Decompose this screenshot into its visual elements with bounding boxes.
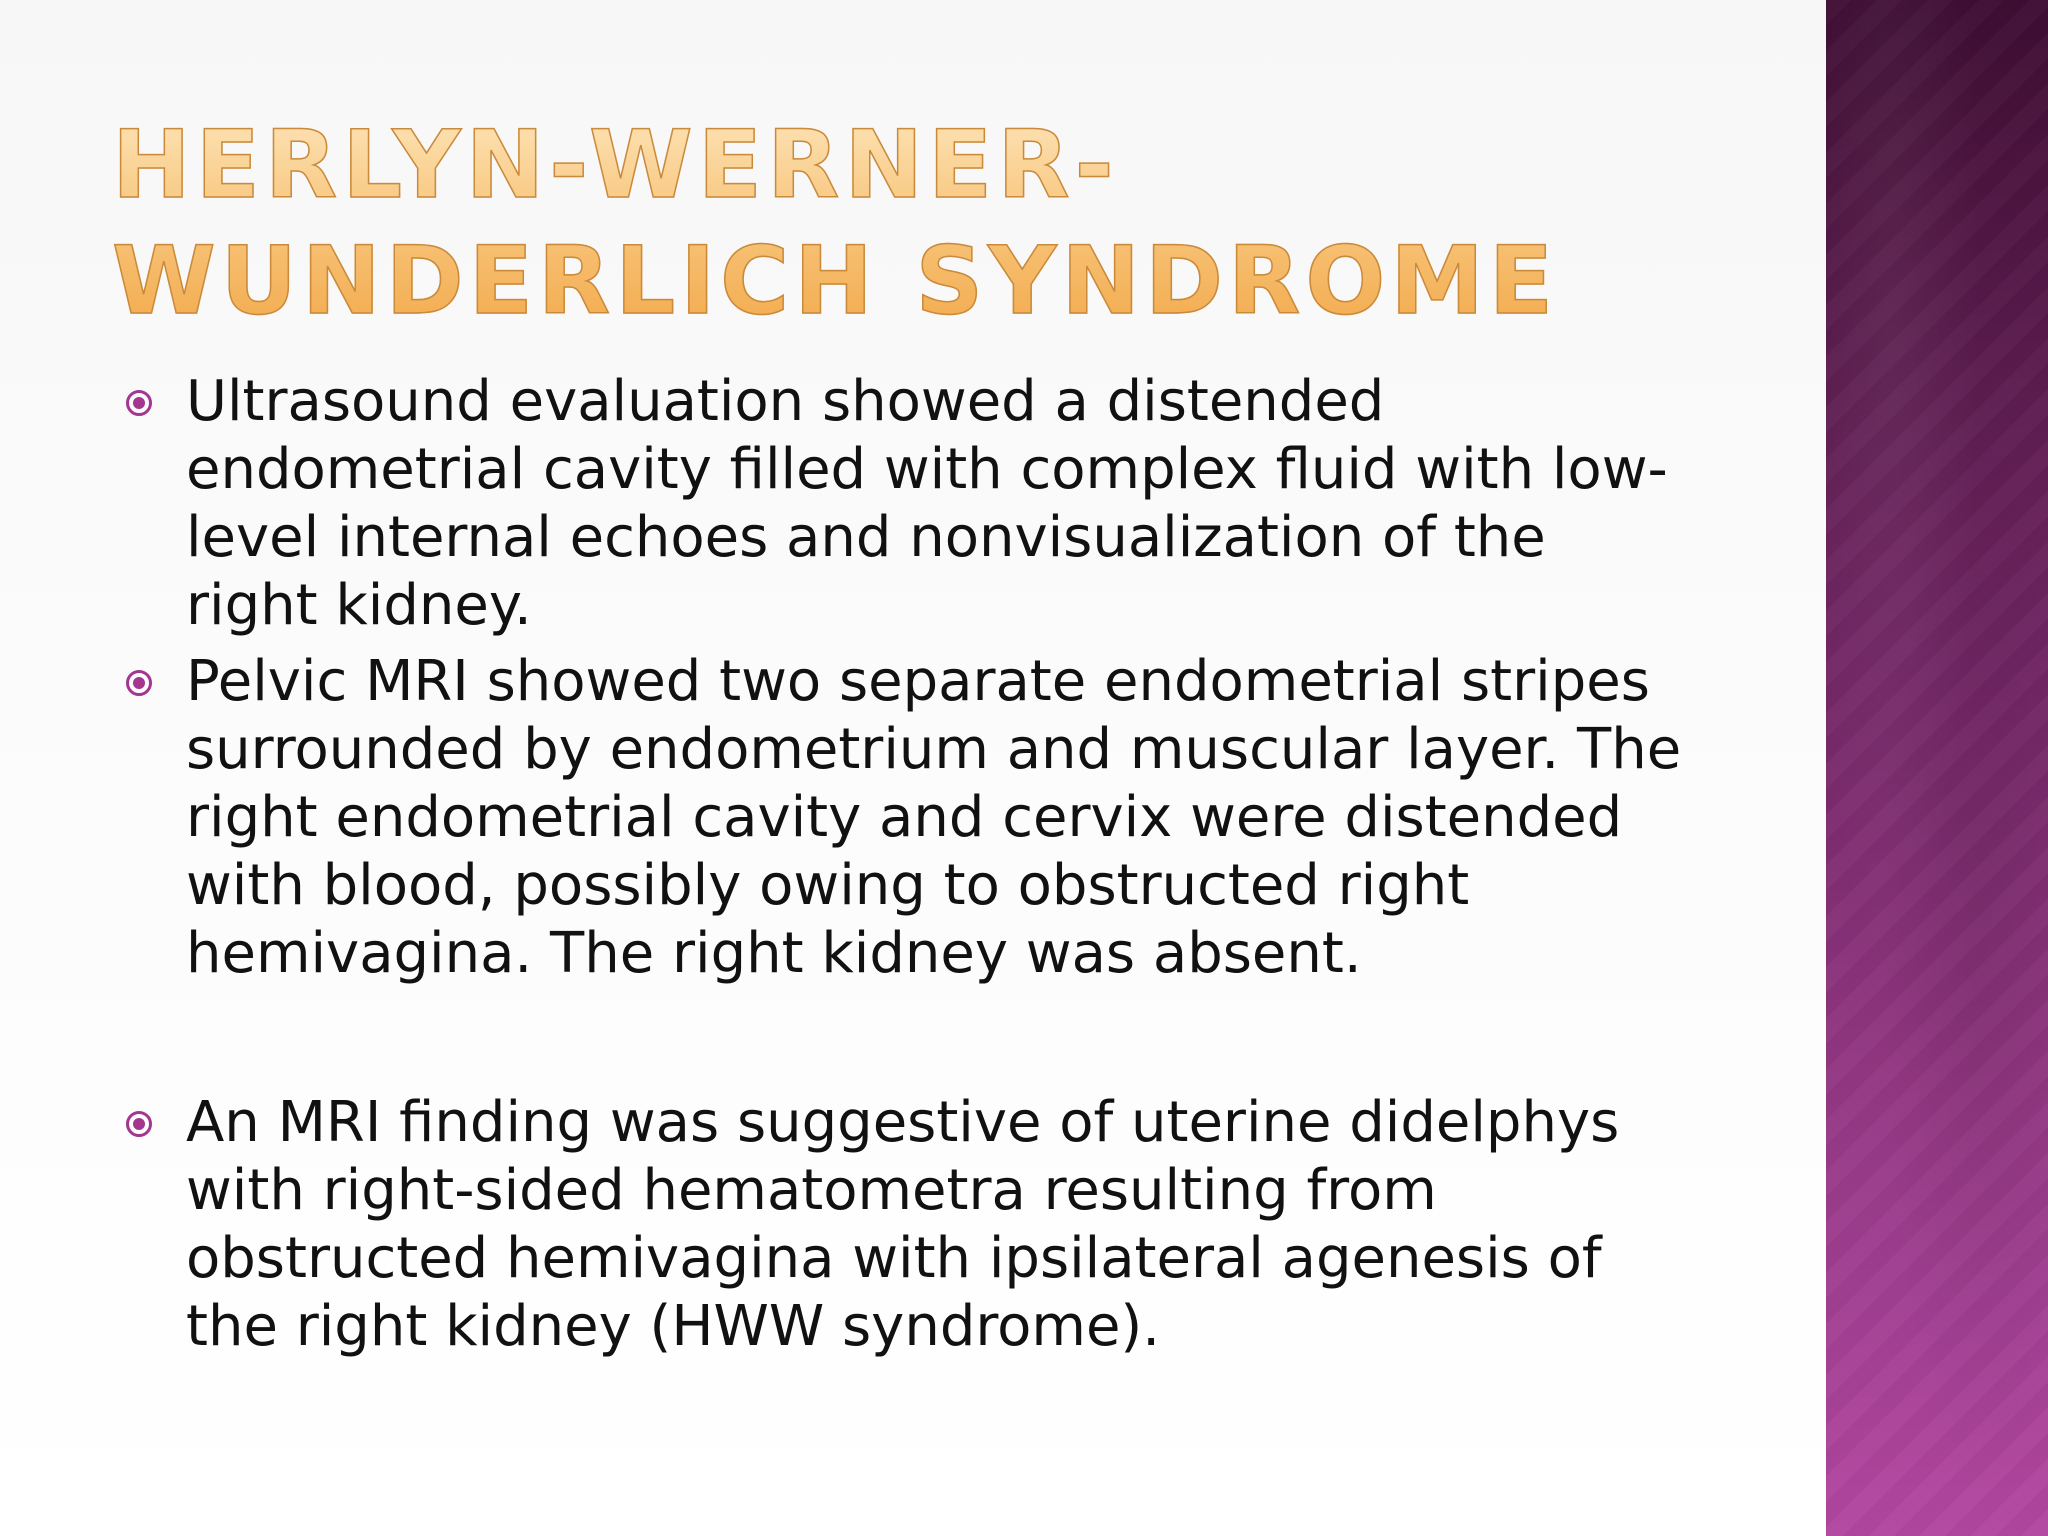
bullet-text: Pelvic MRI showed two separate endometrial stripes surrounded by endometrium and muscular layer. The right endometrial cavity and cervix were distended with blood, possibly owing to obstructed right hemivagina. The right kidney was absent. (186, 649, 1682, 986)
circle-dot-bullet-icon (126, 390, 152, 416)
bullet-item-mri-finding (126, 1089, 1686, 1361)
bullet-text: Ultrasound evaluation showed a distended endometrial cavity filled with complex fluid with low-level internal echoes and nonvisualization of the right kidney. (186, 369, 1668, 638)
bullet-text: An MRI finding was suggestive of uterine didelphys with right-sided hematometra resulting from obstructed hemivagina with ipsilateral agenesis of the right kidney (HWW syndrome). (186, 1090, 1620, 1359)
bullet-list (126, 368, 1686, 1361)
bullet-item-pelvic-mri (126, 648, 1686, 988)
circle-dot-bullet-icon (126, 1111, 152, 1137)
side-band-texture (1826, 0, 2048, 1536)
slide-title: HERLYN-WERNER-WUNDERLICH SYNDROME (112, 108, 1712, 340)
bullet-item-ultrasound (126, 368, 1686, 640)
circle-dot-bullet-icon (126, 670, 152, 696)
